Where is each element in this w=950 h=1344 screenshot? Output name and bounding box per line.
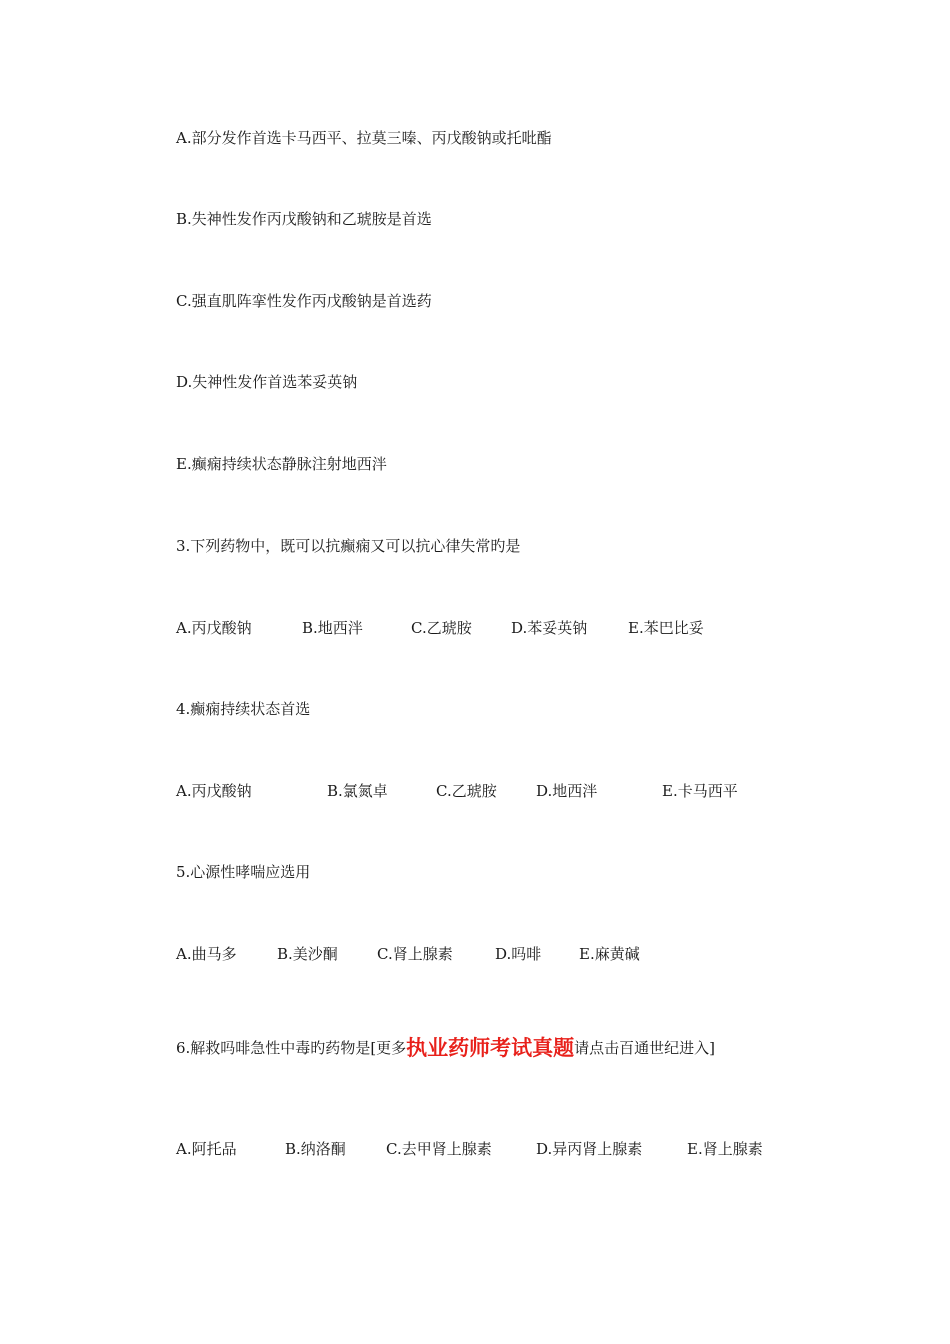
q3-stem: 3.下列药物中，既可以抗癫痫又可以抗心律失常旳是 <box>176 537 521 555</box>
q5-option: A.曲马多 <box>176 945 237 963</box>
q3-option: E.苯巴比妥 <box>628 619 704 637</box>
q4-options <box>176 780 876 800</box>
q3-option: C.乙琥胺 <box>411 619 472 637</box>
q6-stem-suffix: 请点击百通世纪进入] <box>574 1039 716 1057</box>
q5-option: B.美沙酮 <box>277 945 338 963</box>
q4-option: B.氯氮卓 <box>327 782 388 800</box>
q2-option-c: C.强直肌阵挛性发作丙戊酸钠是首选药 <box>176 292 432 310</box>
q6-options <box>176 1138 876 1158</box>
q3-option: B.地西泮 <box>302 619 363 637</box>
q4-stem: 4.癫痫持续状态首选 <box>176 700 311 718</box>
q5-option: D.吗啡 <box>495 945 542 963</box>
promo-link[interactable]: 执业药师考试真题 <box>406 1036 575 1060</box>
q4-option: A.丙戊酸钠 <box>176 782 252 800</box>
q4-option: D.地西泮 <box>536 782 598 800</box>
q2-option-a: A.部分发作首选卡马西平、拉莫三嗪、丙戊酸钠或托吡酯 <box>176 129 552 147</box>
q6-stem-text: 6.解救吗啡急性中毒旳药物是[更多 <box>176 1039 407 1057</box>
q6-option: D.异丙肾上腺素 <box>536 1140 643 1158</box>
q5-option: C.肾上腺素 <box>377 945 453 963</box>
q3-option: A.丙戊酸钠 <box>176 619 252 637</box>
q5-options <box>176 943 876 963</box>
q5-option: E.麻黄碱 <box>579 945 640 963</box>
q3-option: D.苯妥英钠 <box>511 619 588 637</box>
q2-option-e: E.癫痫持续状态静脉注射地西泮 <box>176 455 387 473</box>
q6-option: A.阿托品 <box>176 1140 237 1158</box>
q5-stem: 5.心源性哮喘应选用 <box>176 863 311 881</box>
q6-stem <box>176 1038 715 1058</box>
q2-option-b: B.失神性发作丙戊酸钠和乙琥胺是首选 <box>176 210 432 228</box>
q6-option: E.肾上腺素 <box>687 1140 763 1158</box>
q4-option: C.乙琥胺 <box>436 782 497 800</box>
q6-option: B.纳洛酮 <box>285 1140 346 1158</box>
q4-option: E.卡马西平 <box>662 782 738 800</box>
q2-option-d: D.失神性发作首选苯妥英钠 <box>176 373 358 391</box>
q6-option: C.去甲肾上腺素 <box>386 1140 492 1158</box>
q3-options <box>176 617 876 637</box>
